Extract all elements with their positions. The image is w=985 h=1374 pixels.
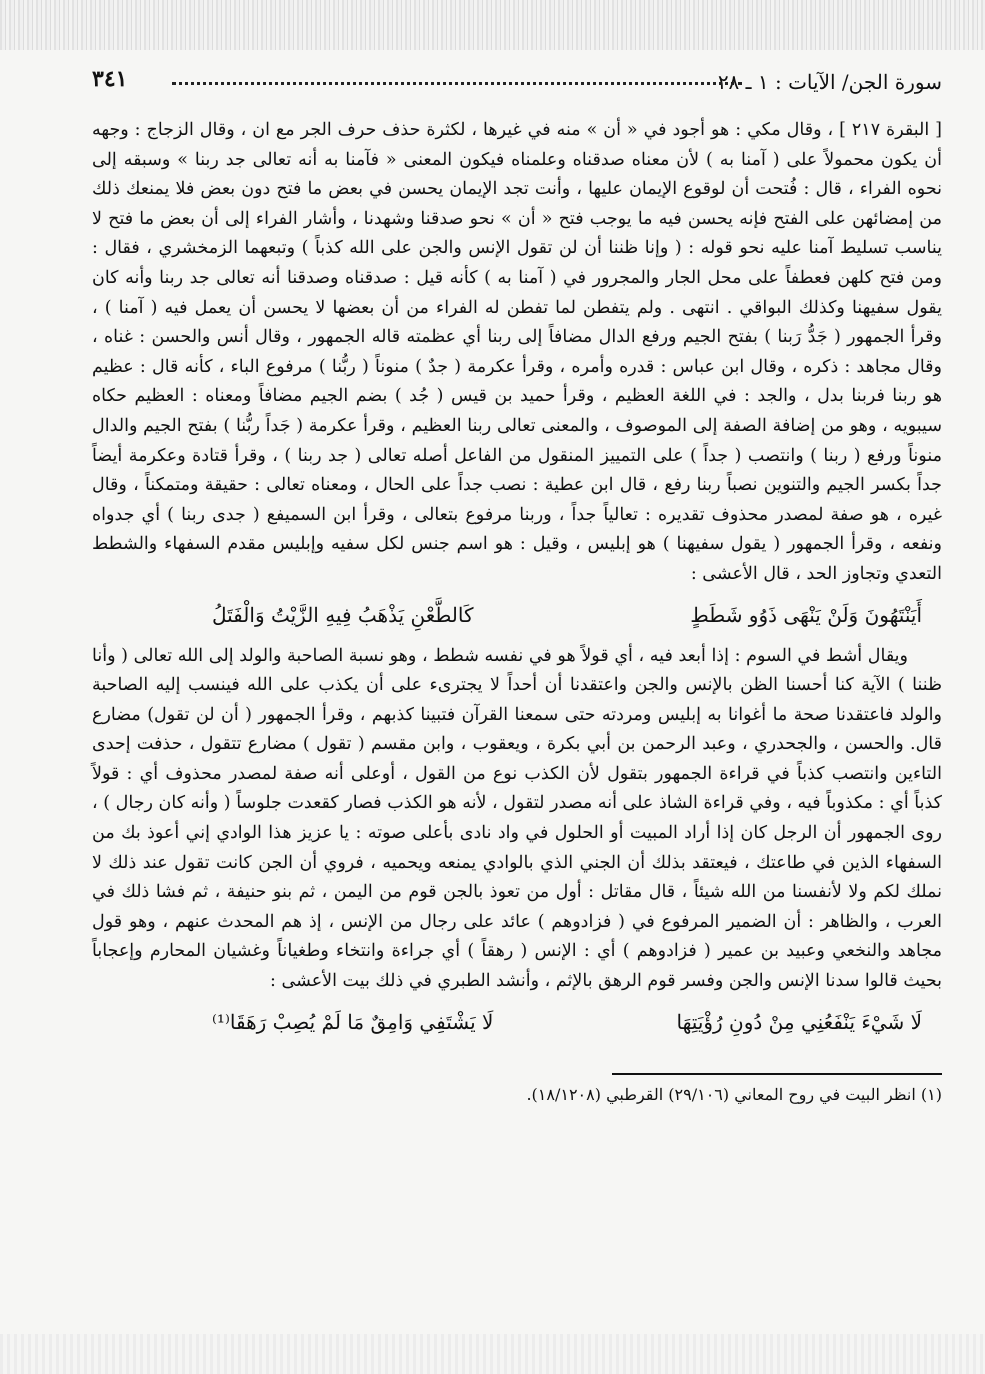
paragraph: ويقال أشط في السوم : إذا أبعد فيه ، أي قولاً هو في نفسه شطط ، وهو نسبة الصاحبة والولد إلى الله تعالى ( وأنا ظننا ) الآية كنا أحسنا الظن بالإنس والجن واعتقدنا أن أحداً لا يجترىء على أن يكذب على الله فينسب إليه الصاحبة والولد فاعتقدنا صحة ما أغوانا به إبليس ومردته حتى سمعنا القرآن فتبينا كذبهم ، وقرأ الجمهور ( أن لن تقول) مضارع قال. والحسن ، والجحدري ، وعبد الرحمن بن أبي بكرة ، ويعقوب ، وابن مقسم ( تقول ) مضارع تتقول ، حذفت إحدى التاءين وانتصب كذباً في قراءة الجمهور بتقول لأن الكذب نوع من القول ، أوعلى أنه صفة لمصدر محذوف أي : قولاً كذباً أي : مكذوباً فيه ، وفي قراءة الشاذ على أنه مصدر لتقول ، لأنه هو الكذب فصار كقعدت جلوساً ( وأنه كان رجال ) ، روى الجمهور أن الرجل كان إذا أراد المبيت أو الحلول في واد نادى بأعلى صوته : يا عزيز هذا الوادي إني أعوذ بك من السفهاء الذين في طاعتك ، فيعتقد بذلك أن الجني الذي بالوادي يمنعه ويحميه ، فروي أن الجن كانت تقول عند ذلك لا نملك لكم ولا لأنفسنا من الله شيئاً ، قال مقاتل : أول من تعوذ بالجن قوم من اليمن ، ثم بنو حنيفة ، ثم فشا ذلك في العرب ، والظاهر : أن الضمير المرفوع في ( فزادوهم ) عائد على رجال من الإنس ، إذ هم المحدث عنهم ، وهو قول مجاهد والنخعي وعبيد بن عمير ( فزادوهم ) أي : الإنس ( رهقاً ) أي جراءة وانتخاء وطغياناً وغشيان المحارم وإعجاباً بحيث قالوا سدنا الإنس والجن وفسر قوم الرهق بالإثم ، وأنشد الطبري في ذلك بيت الأعشى :: [92, 645, 942, 992]
page-header: [92, 60, 942, 100]
footnote-separator: [612, 1073, 942, 1075]
verse-hemistich-right: أَيَنْتَهُونَ وَلَنْ يَنْهَى ذَوُو شَطَطٍ: [690, 602, 922, 627]
paragraph: [ البقرة ٢١٧ ] ، وقال مكي : هو أجود في « أن » منه في غيرها ، لكثرة حذف حرف الجر مع ان ، وقال الزجاج : وجهه أن يكون محمولاً على ( آمنا به ) لأن معناه صدقناه وعلمناه فيكون المعنى « فآمنا به أنه تعالى جد ربنا » وسبقه إلى نحوه الفراء ، قال : فُتحت أن لوقوع الإيمان عليها ، وأنت تجد الإيمان يحسن في بعض ما فتح دون بعض فلا يمنعك ذلك من إمضائهن على الفتح فإنه يحسن فيه ما يوجب فتح « أن » نحو صدقنا وشهدنا ، وأشار الفراء إلى أن بعض ما فتح لا يناسب تسليط آمنا عليه نحو قوله : ( وإنا ظننا أن لن تقول الإنس والجن على الله كذباً ) وتبعهما الزمخشري ، فقال : ومن فتح كلهن فعطفاً على محل الجار والمجرور في ( آمنا به ) كأنه قيل : صدقناه وصدقنا أنه تعالى جد ربنا وأنه كان يقول سفيهنا وكذلك البواقي . انتهى . ولم يتفطن لما تفطن له الفراء من أن بعضها لا يحسن أن يعمل فيه ( آمنا ) ، وقرأ الجمهور ( جَدُّ رَبنا ) بفتح الجيم ورفع الدال مضافاً إلى ربنا أي عظمته قاله الجمهور ، وقال أنس والحسن : غناه ، وقال مجاهد : ذكره ، وقال ابن عباس : قدره وأمره ، وقرأ عكرمة ( جدٌ ) منوناً ( ربُّنا ) مرفوع الباء ، كأنه قال : عظيم هو ربنا فربنا بدل ، والجد : في اللغة العظيم ، وقرأ حميد بن قيس ( جُد ) بضم الجيم مضافاً ومعناه : العظيم حكاه سيبويه ، وهو من إضافة الصفة إلى الموصوف ، والمعنى تعالى ربنا العظيم ، وقرأ عكرمة ( جَداً ربُّنا ) بفتح الجيم والدال منوناً ورفع ( ربنا ) وانتصب ( جداً ) على التمييز المنقول من الفاعل أصله تعالى ( جد ربنا ) ، وقرأ قتادة وعكرمة أيضاً جداً بكسر الجيم والتنوين نصباً ربنا رفع ، قال ابن عطية : نصب جداً على الحال ، ومعناه تعالى : حقيقة ومتمكناً ، وقال غيره ، هو صفة لمصدر محذوف تقديره : تعالياً جداً ، وربنا مرفوع بتعالى ، وقرأ ابن السميفع ( جدى ربنا ) أي جدواه ونفعه ، وقرأ الجمهور ( يقول سفيهنا ) هو إبليس ، وقيل : هو اسم جنس لكل سفيه وإبليس مقدم السفهاء والشطط التعدي وتجاوز الحد ، قال الأعشى :: [92, 120, 942, 584]
header-leader-dots: [172, 68, 742, 85]
page-number: ٣٤١: [92, 66, 128, 92]
verse-hemistich-left: لَا يَشْتَفِي وَامِقٌ مَا لَمْ يُصِبْ رَهَقَا⁽¹⁾: [212, 1009, 494, 1034]
footnote: (١) انظر البيت في روح المعاني (٢٩/١٠٦) القرطبي (١٨/١٢٠٨).: [526, 1084, 942, 1104]
book-page: [92, 60, 942, 1350]
verse-hemistich-left: كَالطَّعْنِ يَذْهَبُ فِيهِ الزَّيْتُ وَالْفَتَلُ: [212, 602, 474, 627]
page-body: [92, 116, 942, 1043]
poetry-verse: [92, 594, 942, 636]
verse-hemistich-right: لَا شَيْءَ يَنْفَعُنِي مِنْ دُونِ رُؤْيَتِهَا: [676, 1009, 922, 1034]
chapter-title: سورة الجن/ الآيات : ١ ـ ٢٨: [717, 70, 942, 94]
poetry-verse: [92, 1001, 942, 1043]
scan-top-artifact: [0, 0, 985, 50]
